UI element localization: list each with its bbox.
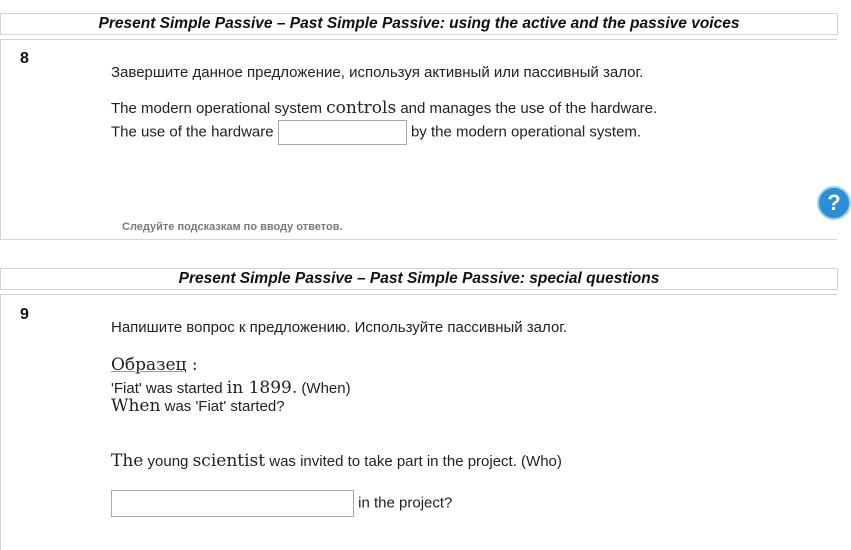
- task-scientist: scientist: [192, 451, 266, 471]
- sample-colon: :: [186, 355, 198, 375]
- question-8-box: [0, 39, 837, 240]
- task-part-b: was invited to take part in the project. (Who): [265, 453, 562, 470]
- task-the: The: [111, 451, 144, 471]
- answer-input-q9[interactable]: [111, 490, 354, 517]
- sample-sentence-date: in 1899.: [226, 378, 298, 398]
- section-header-special-questions: [0, 268, 838, 290]
- sample-heading: [111, 355, 198, 375]
- question-instruction: Завершите данное предложение, используя активный или пассивный залог.: [111, 64, 644, 81]
- answer-input-q8[interactable]: [278, 120, 407, 145]
- question-number: 8: [20, 50, 29, 67]
- source-sentence: [111, 98, 657, 118]
- answer-suffix: in the project?: [358, 494, 453, 512]
- question-9-box: [0, 294, 837, 550]
- section-title: Present Simple Passive – Past Simple Passive: using the active and the passive voices: [98, 15, 740, 32]
- answer-sentence: [111, 490, 452, 517]
- source-sentence-end: and manages the use of the hardware.: [396, 100, 658, 117]
- sample-question-word: When: [111, 396, 161, 416]
- sample-question: [111, 396, 285, 416]
- sample-title: Образец: [111, 355, 187, 375]
- sample-sentence: [111, 378, 351, 398]
- answer-prefix: The use of the hardware: [111, 123, 274, 141]
- sample-question-rest: was 'Fiat' started?: [160, 398, 285, 415]
- section-title: Present Simple Passive – Past Simple Passive: special questions: [178, 270, 660, 287]
- question-number: 9: [20, 306, 29, 323]
- sample-sentence-hint: (When): [297, 380, 351, 397]
- answer-sentence: [111, 120, 641, 145]
- task-part-a: young: [143, 453, 193, 470]
- question-mark-icon[interactable]: ?: [817, 186, 851, 220]
- answer-suffix: by the modern operational system.: [410, 123, 642, 141]
- source-sentence-verb: controls: [326, 98, 397, 118]
- section-header-voices: [0, 13, 838, 35]
- question-instruction: Напишите вопрос к предложению. Используйте пассивный залог.: [111, 319, 568, 336]
- task-sentence: [111, 451, 562, 471]
- source-sentence-start: The modern operational system: [111, 100, 327, 117]
- sample-sentence-start: 'Fiat' was started: [111, 380, 227, 397]
- input-hint: Следуйте подсказкам по вводу ответов.: [122, 221, 343, 233]
